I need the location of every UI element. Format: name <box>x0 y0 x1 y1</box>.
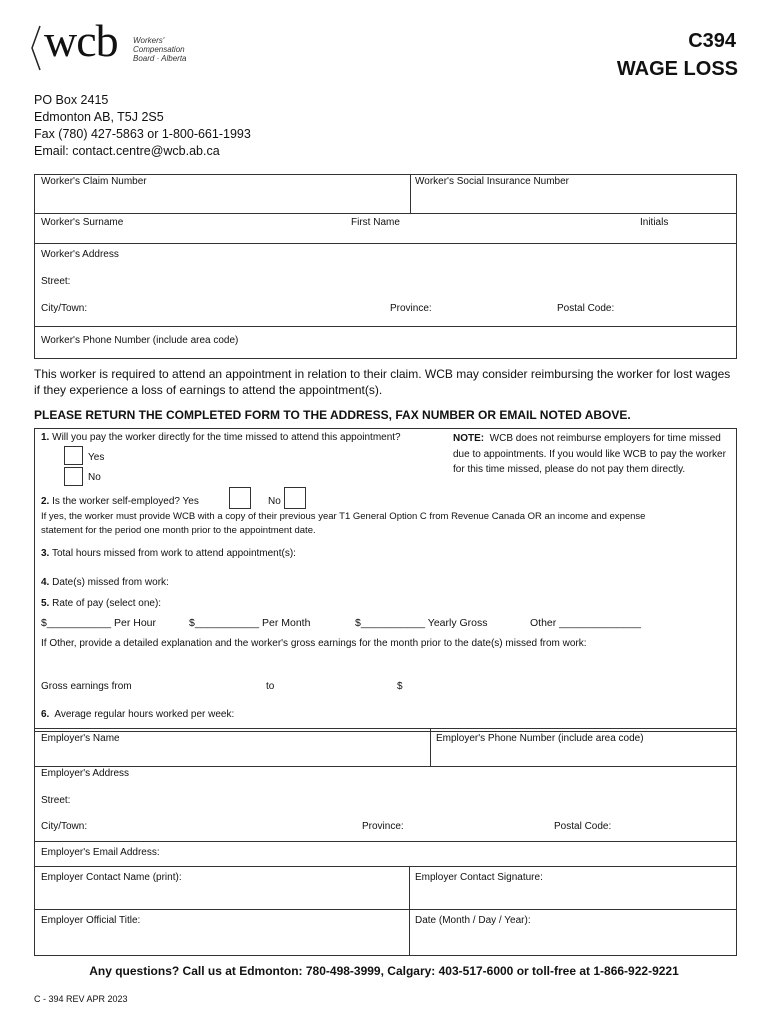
q4-number: 4. <box>41 577 50 588</box>
contact-footer: Any questions? Call us at Edmonton: 780-498-3999, Calgary: 403-517-6000 or toll-free at 1-866-922-9221 <box>89 964 679 978</box>
question-6[interactable] <box>41 709 234 720</box>
divider <box>34 766 737 767</box>
divider <box>34 243 737 244</box>
worker-street-field[interactable]: Street: <box>41 276 71 287</box>
worker-province-field[interactable]: Province: <box>390 303 432 314</box>
return-heading: PLEASE RETURN THE COMPLETED FORM TO THE ADDRESS, FAX NUMBER OR EMAIL NOTED ABOVE. <box>34 408 631 422</box>
q3-text: Total hours missed from work to attend appointment(s): <box>51 548 296 559</box>
worker-phone-field[interactable]: Worker's Phone Number (include area code) <box>41 335 239 346</box>
employer-contact-name-field[interactable]: Employer Contact Name (print): <box>41 872 182 883</box>
q6-text: Average regular hours worked per week: <box>54 709 235 720</box>
employer-address-label: Employer's Address <box>41 768 130 779</box>
q1-number: 1. <box>41 432 50 443</box>
employer-street-field[interactable]: Street: <box>41 795 71 806</box>
divider <box>34 213 737 214</box>
divider <box>430 728 431 766</box>
fax-number: Fax (780) 427-5863 or 1-800-661-1993 <box>34 127 251 141</box>
q2-text: Is the worker self-employed? Yes <box>52 496 199 507</box>
worker-initials-field[interactable]: Initials <box>640 217 669 228</box>
q4-text: Date(s) missed from work: <box>52 577 169 588</box>
q1-yes-label: Yes <box>88 452 105 463</box>
revision-label: C - 394 REV APR 2023 <box>34 994 128 1004</box>
divider <box>409 866 410 956</box>
q5-number: 5. <box>41 598 50 609</box>
employer-contact-signature-field[interactable]: Employer Contact Signature: <box>415 872 543 883</box>
po-box: PO Box 2415 <box>34 93 109 107</box>
employer-phone-field[interactable]: Employer's Phone Number (include area code) <box>436 733 644 744</box>
worker-address-label: Worker's Address <box>41 249 119 260</box>
worker-postal-field[interactable]: Postal Code: <box>557 303 615 314</box>
divider <box>34 326 737 327</box>
intro-paragraph: This worker is required to attend an appointment in relation to their claim. WCB may consider reimbursing the worker for lost wages if they experience a loss of earnings to attend the appointment(s). <box>34 367 731 397</box>
note-label: NOTE: <box>453 433 485 444</box>
question-1 <box>41 432 401 443</box>
employer-email-field[interactable]: Employer's Email Address: <box>41 847 160 858</box>
mailing-address <box>34 92 251 160</box>
q6-number: 6. <box>41 709 50 720</box>
employer-note <box>453 431 733 478</box>
q2-no-label: No <box>268 496 281 507</box>
employer-name-field[interactable]: Employer's Name <box>41 733 120 744</box>
email-address: Email: contact.centre@wcb.ab.ca <box>34 144 220 158</box>
worker-section <box>34 174 737 359</box>
q1-no-label: No <box>88 472 101 483</box>
q2-info: If yes, the worker must provide WCB with a copy of their previous year T1 General Option C from Revenue Canada OR an income and expense statement for the period one month prior to the appointment date. <box>41 511 646 536</box>
question-4[interactable] <box>41 577 169 588</box>
rate-other[interactable]: Other ______________ <box>530 617 641 629</box>
q2-yes-checkbox[interactable] <box>229 487 251 509</box>
worker-first-name-field[interactable]: First Name <box>351 217 400 228</box>
worker-surname-field[interactable]: Worker's Surname <box>41 217 124 228</box>
divider <box>34 909 737 910</box>
form-title: WAGE LOSS <box>616 58 738 80</box>
gross-earnings-to[interactable]: to <box>266 681 275 692</box>
logo-wordmark: wcb <box>44 15 118 66</box>
other-explanation-label: If Other, provide a detailed explanation and the worker's gross earnings for the month prior to the date(s) missed from work: <box>41 638 587 649</box>
logo-subtext: Workers' Compensation Board · Alberta <box>133 36 187 63</box>
rate-yearly-gross[interactable]: $___________ Yearly Gross <box>355 617 488 629</box>
question-2 <box>41 496 199 507</box>
form-code: C394 <box>688 30 736 52</box>
divider <box>410 174 411 214</box>
question-3[interactable] <box>41 548 296 559</box>
note-text: WCB does not reimburse employers for time missed due to appointments. If you would like WCB to pay the worker for this time missed, please do not pay them directly. <box>453 433 726 475</box>
divider <box>34 866 737 867</box>
q3-number: 3. <box>41 548 50 559</box>
q2-no-checkbox[interactable] <box>284 487 306 509</box>
employer-date-field[interactable]: Date (Month / Day / Year): <box>415 915 531 926</box>
gross-earnings-from[interactable]: Gross earnings from <box>41 681 132 692</box>
q1-no-checkbox[interactable] <box>64 467 83 486</box>
return-heading-text: PLEASE RETURN THE COMPLETED FORM TO THE ADDRESS, FAX NUMBER OR EMAIL NOTED ABOVE <box>34 408 628 422</box>
q1-text: Will you pay the worker directly for the time missed to attend this appointment? <box>52 432 401 443</box>
employer-city-field[interactable]: City/Town: <box>41 821 88 832</box>
q5-text: Rate of pay (select one): <box>52 598 162 609</box>
q2-number: 2. <box>41 496 50 507</box>
worker-claim-number-field[interactable]: Worker's Claim Number <box>41 176 147 187</box>
employer-postal-field[interactable]: Postal Code: <box>554 821 612 832</box>
employer-official-title-field[interactable]: Employer Official Title: <box>41 915 141 926</box>
q1-yes-checkbox[interactable] <box>64 446 83 465</box>
question-5 <box>41 598 161 609</box>
rate-per-hour[interactable]: $___________ Per Hour <box>41 617 157 629</box>
gross-earnings-amount[interactable]: $ <box>397 681 403 692</box>
rate-per-month[interactable]: $___________ Per Month <box>189 617 311 629</box>
employer-province-field[interactable]: Province: <box>362 821 404 832</box>
worker-sin-field[interactable]: Worker's Social Insurance Number <box>415 176 570 187</box>
worker-city-field[interactable]: City/Town: <box>41 303 88 314</box>
divider <box>34 841 737 842</box>
city-postal: Edmonton AB, T5J 2S5 <box>34 110 164 124</box>
